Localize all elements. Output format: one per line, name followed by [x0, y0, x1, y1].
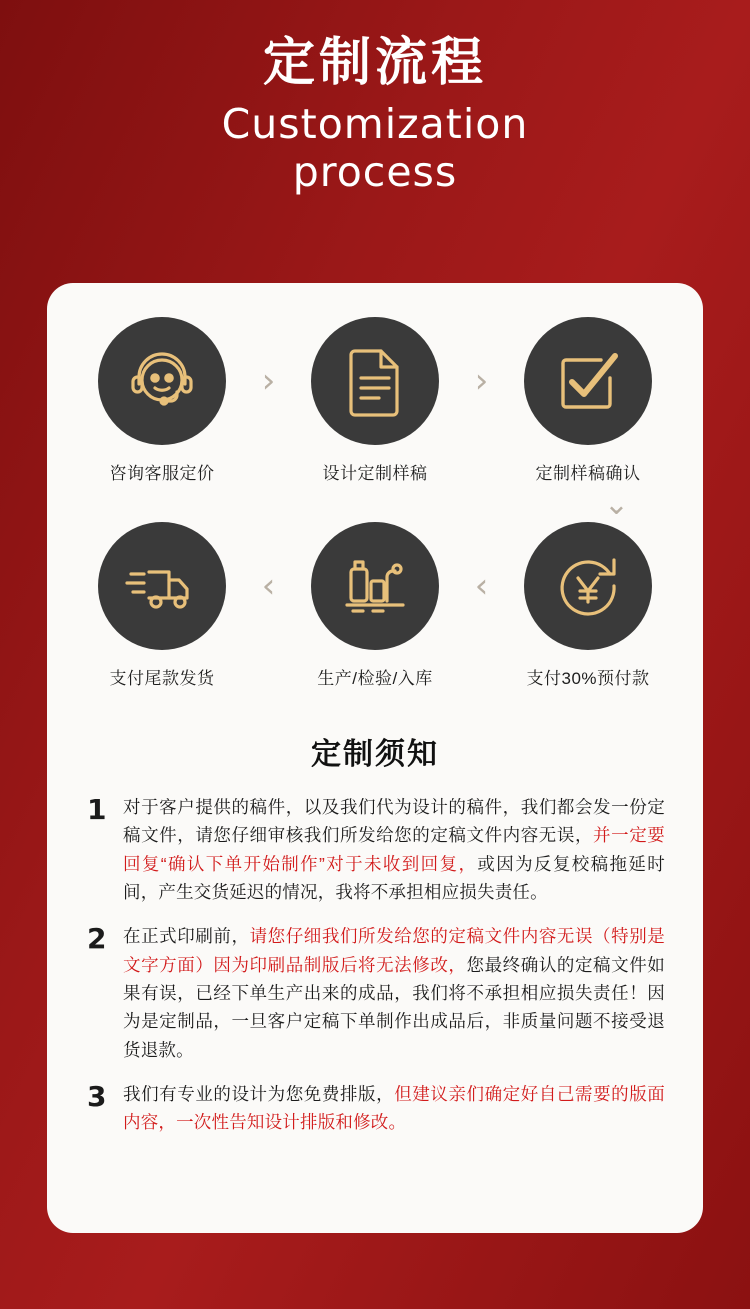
step-label: 生产/检验/入库	[317, 669, 433, 688]
step-label: 支付30%预付款	[526, 669, 650, 688]
step-icon-circle	[524, 317, 652, 445]
factory-icon	[339, 553, 411, 619]
yuan-refresh-icon	[552, 550, 624, 622]
notice-list	[73, 793, 677, 1137]
step-icon-circle	[311, 317, 439, 445]
step-label: 设计定制样稿	[322, 464, 428, 483]
step-arrow-down: ⌄	[603, 487, 629, 522]
notice-text-part-highlight: 请您仔细我们所发给您的定稿文件内容无误（特别是文字方面）因为印刷品制版后将无法修改，	[123, 926, 665, 975]
notice-text-part-highlight: 但建议亲们确定好自己需要的版面内容，一次性告知设计排版和修改。	[123, 1084, 666, 1133]
process-step-3	[513, 317, 663, 484]
step-arrow-left-1: ‹	[261, 566, 276, 606]
page-title-en-line2: process	[292, 148, 458, 197]
process-steps-row-2	[73, 522, 677, 689]
step-label: 定制样稿确认	[535, 464, 641, 483]
notice-text-part: 对于客户提供的稿件，以及我们代为设计的稿件，我们都会发一份定稿文件，请您仔细审核我们所发给您的定稿文件内容无误，	[123, 797, 665, 846]
notice-title: 定制须知	[311, 738, 439, 771]
notice-text	[123, 922, 665, 1064]
notice-text-part: 您最终确认的定稿文件如果有误，已经下单生产出来的成品，我们将不承担相应损失责任！因为是定制品，一旦客户定稿下单制作出成品后，非质量问题不接受退货退款。	[123, 954, 665, 1060]
process-step-5	[300, 522, 450, 689]
notice-text	[123, 793, 665, 906]
notice-number: 2	[87, 922, 107, 956]
process-steps-row-1	[73, 317, 677, 484]
notice-text-part: 在正式印刷前，	[123, 926, 250, 947]
step-icon-circle	[524, 522, 652, 650]
process-step-4	[513, 522, 663, 689]
content-card	[47, 283, 703, 1233]
page-title-en-line1: Customization	[221, 99, 529, 148]
notice-text	[123, 1080, 665, 1137]
notice-item	[87, 793, 665, 906]
notice-item	[87, 922, 665, 1064]
process-step-1	[87, 317, 237, 484]
delivery-truck-icon	[125, 554, 199, 618]
process-step-6	[87, 522, 237, 689]
step-label: 咨询客服定价	[109, 464, 215, 483]
customer-service-icon	[125, 344, 199, 418]
step-icon-circle	[98, 522, 226, 650]
page-header	[0, 0, 750, 197]
document-icon	[342, 345, 408, 417]
process-step-2	[300, 317, 450, 484]
checkbox-check-icon	[553, 346, 623, 416]
step-arrow-left-2: ‹	[474, 566, 489, 606]
page-title-cn: 定制流程	[262, 34, 487, 92]
notice-text-part: 我们有专业的设计为您免费排版，	[123, 1084, 395, 1105]
step-icon-circle	[311, 522, 439, 650]
step-arrow-right-2: ›	[474, 361, 489, 401]
notice-number: 1	[87, 793, 107, 826]
notice-text-part-highlight: 并一定要回复“确认下单开始制作”对于未收到回复，	[123, 825, 665, 874]
step-arrow-right-1: ›	[261, 361, 276, 401]
notice-item	[87, 1080, 665, 1137]
notice-number: 3	[87, 1080, 107, 1114]
notice-text-part: 或因为反复校稿拖延时间，产生交货延迟的情况，我将不承担相应损失责任。	[123, 853, 666, 903]
step-label: 支付尾款发货	[109, 669, 215, 688]
step-icon-circle	[98, 317, 226, 445]
